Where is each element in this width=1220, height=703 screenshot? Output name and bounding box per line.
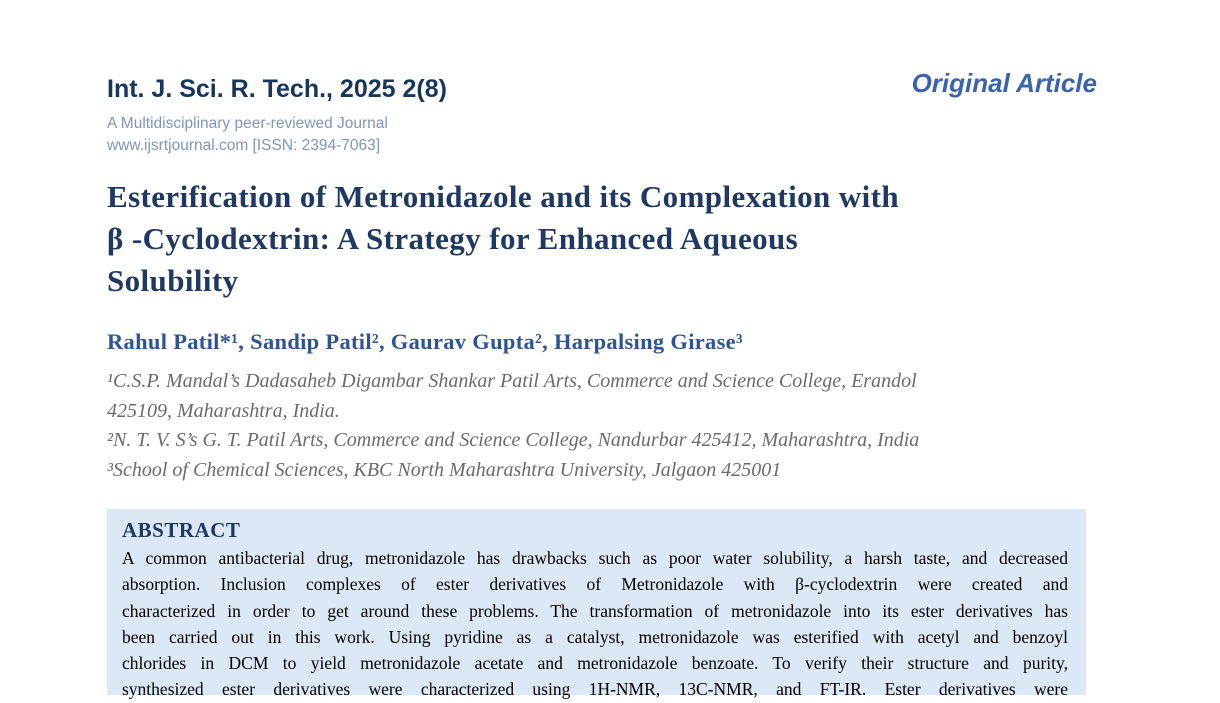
abstract-section <box>107 509 1086 700</box>
abstract-text-line-6: synthesized ester derivatives were characterized using 1H-NMR, 13C-NMR, and FT-IR. Ester derivatives were <box>122 679 1068 700</box>
affiliation-line-3: ²N. T. V. S’s G. T. Patil Arts, Commerce and Science College, Nandurbar 425412, Maharashtra, India <box>107 429 920 451</box>
journal-url-issn: www.ijsrtjournal.com [ISSN: 2394-7063] <box>107 137 381 154</box>
abstract-text-line-1: A common antibacterial drug, metronidazole has drawbacks such as poor water solubility, a harsh taste, and decreased <box>122 548 1068 568</box>
abstract-text-line-3: characterized in order to get around these problems. The transformation of metronidazole into its ester derivatives has <box>122 600 1068 621</box>
affiliation-line-2: 425109, Maharashtra, India. <box>107 399 340 422</box>
affiliations-block <box>107 367 1107 485</box>
paper-title-line-3: Solubility <box>107 263 239 298</box>
affiliation-line-1: ¹C.S.P. Mandal’s Dadasaheb Digambar Shankar Patil Arts, Commerce and Science College, Erandol <box>107 370 917 392</box>
abstract-text-line-4: been carried out in this work. Using pyridine as a catalyst, metronidazole was esterified with acetyl and benzoyl <box>122 626 1068 647</box>
abstract-text-line-5: chlorides in DCM to yield metronidazole acetate and metronidazole benzoate. To verify their structure and purity, <box>122 653 1068 674</box>
journal-title: Int. J. Sci. R. Tech., 2025 2(8) <box>107 75 447 103</box>
paper-title <box>107 176 1107 302</box>
paper-title-line-2: β -Cyclodextrin: A Strategy for Enhanced Aqueous <box>107 221 799 256</box>
paper-title-line-1: Esterification of Metronidazole and its Complexation with <box>107 179 900 214</box>
abstract-text-line-2: absorption. Inclusion complexes of ester derivatives of Metronidazole with β-cyclodextrin were created and <box>122 574 1068 595</box>
abstract-heading: ABSTRACT <box>122 518 241 542</box>
journal-header <box>107 74 447 157</box>
affiliation-line-4: ³School of Chemical Sciences, KBC North Maharashtra University, Jalgaon 425001 <box>107 458 782 481</box>
authors-line: Rahul Patil*¹, Sandip Patil², Gaurav Gupta², Harpalsing Girase³ <box>107 329 743 354</box>
article-type-label: Original Article <box>911 68 1097 98</box>
journal-subtitle: A Multidisciplinary peer-reviewed Journal <box>107 115 388 132</box>
